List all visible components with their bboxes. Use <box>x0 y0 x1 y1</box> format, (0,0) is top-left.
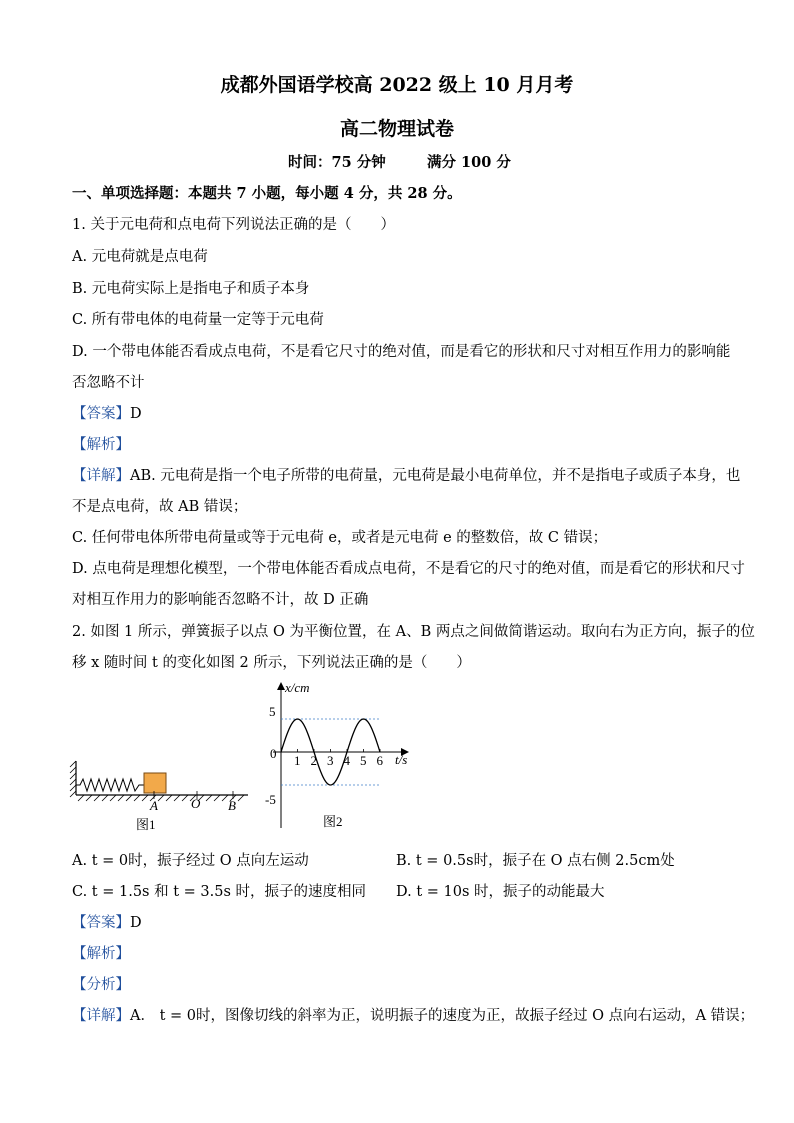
exam-subtitle: 高二物理试卷 <box>339 118 454 140</box>
q2-detail-text: A． t = 0时，图像切线的斜率为正，说明振子的速度为正，故振子经过 O 点向右运动，A 错误； <box>130 1008 755 1024</box>
q2-stem-1: 2. 如图 1 所示，弹簧振子以点 O 为平衡位置，在 A、B 两点之间做简谐运动。取向右为正方向，振子的位 <box>72 624 755 640</box>
q2-analysis-tag: 【解析】 <box>72 946 130 962</box>
q1-detail-text: AB. 元电荷是指一个电子所带的电荷量，元电荷是最小电荷单位，并不是指电子或质子本身，也 <box>130 468 741 484</box>
q1-stem: 1. 关于元电荷和点电荷下列说法正确的是（ ） <box>72 217 395 233</box>
q1-answer: D <box>130 406 142 422</box>
q2-detail-1 <box>72 1004 754 1025</box>
q1-option-c: C. 所有带电体的电荷量一定等于元电荷 <box>72 312 324 328</box>
q1-detail-2: 不是点电荷，故 AB 错误； <box>72 499 248 515</box>
y-tick-5: 5 <box>269 704 276 719</box>
detail-tag: 【详解】 <box>72 468 130 484</box>
q2-option-b: B. t = 0.5s时，振子在 O 点右侧 2.5cm处 <box>396 853 675 869</box>
q1-option-a: A. 元电荷就是点电荷 <box>72 249 208 265</box>
figure-1-spring-oscillator <box>66 755 256 835</box>
x-tick-label: 6 <box>376 753 383 768</box>
q1-detail-5: 对相互作用力的影响能否忽略不计，故 D 正确 <box>72 592 369 608</box>
q2-stem-2: 移 x 随时间 t 的变化如图 2 所示，下列说法正确的是（ ） <box>72 655 471 671</box>
x-tick-label: 2 <box>310 753 317 768</box>
y-tick-neg5: -5 <box>265 792 276 807</box>
q2-answer-line <box>72 911 142 932</box>
x-tick-label: 4 <box>343 753 350 768</box>
floor-hatch <box>78 795 244 801</box>
q1-detail-4: D. 点电荷是理想化模型，一个带电体能否看成点电荷，不是看它的尺寸的绝对值，而是看它的形状和尺寸 <box>72 561 745 577</box>
detail-tag: 【详解】 <box>72 1008 130 1024</box>
score-label: 满分 100 分 <box>427 154 511 171</box>
q1-detail-3: C. 任何带电体所带电荷量或等于元电荷 e，或者是元电荷 e 的整数倍，故 C 错误； <box>72 530 608 546</box>
exam-title: 成都外国语学校高 2022 级上 10 月月考 <box>220 74 574 96</box>
q2-method-tag: 【分析】 <box>72 977 130 993</box>
y-axis-label: x/cm <box>285 680 310 695</box>
q2-option-d: D. t = 10s 时，振子的动能最大 <box>396 884 605 900</box>
time-label: 时间：75 分钟 <box>288 154 386 171</box>
x-tick-label: 5 <box>360 753 367 768</box>
q1-option-b: B. 元电荷实际上是指电子和质子本身 <box>72 281 310 297</box>
figure-1-caption: 图1 <box>136 817 156 832</box>
answer-tag: 【答案】 <box>72 406 130 422</box>
figure-2-displacement-chart <box>255 678 415 834</box>
q2-option-c: C. t = 1.5s 和 t = 3.5s 时，振子的速度相同 <box>72 884 367 900</box>
oscillator-block <box>144 773 166 793</box>
q1-answer-line <box>72 402 142 423</box>
x-axis-label: t/s <box>395 752 408 767</box>
q1-analysis-tag: 【解析】 <box>72 437 130 453</box>
label-a: A <box>150 798 158 813</box>
q2-option-a: A. t = 0时，振子经过 O 点向左运动 <box>72 853 309 869</box>
section-heading: 一、单项选择题：本题共 7 小题，每小题 4 分，共 28 分。 <box>72 185 462 202</box>
q1-option-d-cont: 否忽略不计 <box>72 375 145 391</box>
label-b: B <box>228 798 236 813</box>
answer-tag: 【答案】 <box>72 915 130 931</box>
q1-option-d: D. 一个带电体能否看成点电荷，不是看它尺寸的绝对值，而是看它的形状和尺寸对相互作用力的影响能 <box>72 344 731 360</box>
figure-2-caption: 图2 <box>323 814 343 829</box>
q2-answer: D <box>130 915 142 931</box>
label-o: O <box>191 796 201 811</box>
spring <box>76 779 144 791</box>
x-tick-label: 3 <box>327 753 334 768</box>
origin-label: 0 <box>270 746 277 761</box>
x-tick-label: 1 <box>294 753 301 768</box>
q1-detail-1 <box>72 464 740 485</box>
